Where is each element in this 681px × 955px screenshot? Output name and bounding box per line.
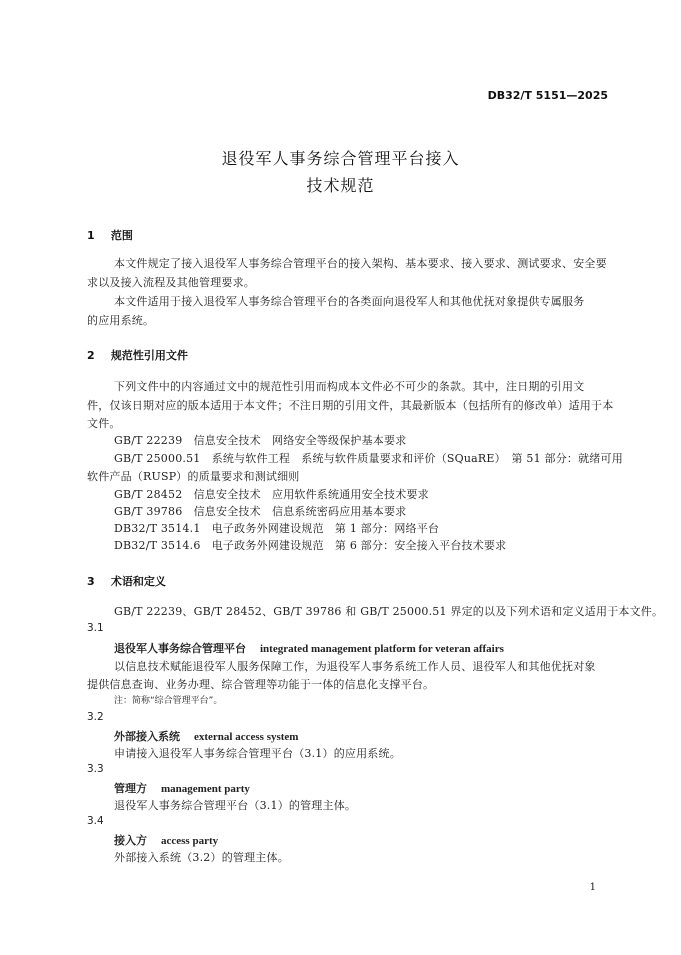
term-heading: [114, 728, 298, 744]
reference-entry: DB32/T 3514.6 电子政务外网建设规范 第 6 部分：安全接入平台技术要求: [114, 539, 507, 552]
paragraph-line: 求以及接入流程及其他管理要求。: [87, 276, 255, 289]
reference-entry-continued: 软件产品（RUSP）的质量要求和测试细则: [87, 470, 300, 483]
term-en: integrated management platform for veteran affairs: [260, 643, 504, 655]
term-zh: 管理方: [114, 782, 147, 795]
document-title-line1: 退役军人事务综合管理平台接入: [221, 149, 460, 168]
paragraph-line: 本文件规定了接入退役军人事务综合管理平台的接入架构、基本要求、接入要求、测试要求、安全要: [114, 257, 607, 270]
clause-number: 3.4: [87, 815, 104, 827]
paragraph-line: 的应用系统。: [87, 314, 155, 327]
term-zh: 接入方: [114, 834, 147, 847]
term-heading: [114, 832, 218, 848]
page-number: 1: [589, 882, 596, 893]
section-number: 1: [87, 229, 95, 242]
clause-number: 3.3: [87, 763, 104, 775]
term-zh: 退役军人事务综合管理平台: [114, 642, 246, 655]
section-number: 2: [87, 349, 95, 362]
section-1-heading: [87, 227, 133, 243]
term-en: external access system: [194, 731, 299, 743]
section-title: 范围: [110, 229, 133, 242]
term-note: 注：简称“综合管理平台”。: [114, 696, 223, 706]
reference-entry: GB/T 39786 信息安全技术 信息系统密码应用基本要求: [114, 505, 407, 518]
paragraph-line: 文件。: [87, 417, 121, 430]
term-heading: [114, 640, 504, 656]
paragraph-line: 下列文件中的内容通过文中的规范性引用而构成本文件必不可少的条款。其中，注日期的引用文: [114, 380, 585, 393]
term-zh: 外部接入系统: [114, 730, 180, 743]
section-title: 术语和定义: [110, 575, 166, 588]
section-2-heading: [87, 347, 188, 363]
definition-line: 以信息技术赋能退役军人服务保障工作，为退役军人事务系统工作人员、退役军人和其他优抚对象: [114, 660, 596, 673]
section-number: 3: [87, 575, 95, 588]
paragraph-line: 件，仅该日期对应的版本适用于本文件；不注日期的引用文件，其最新版本（包括所有的修改单）适用于本: [87, 399, 614, 412]
document-title-line2: 技术规范: [306, 176, 375, 195]
definition-line: 退役军人事务综合管理平台（3.1）的管理主体。: [114, 799, 357, 812]
reference-entry: GB/T 28452 信息安全技术 应用软件系统通用安全技术要求: [114, 488, 429, 501]
reference-entry: GB/T 25000.51 系统与软件工程 系统与软件质量要求和评价（SQuaRE） 第 51 部分：就绪可用: [114, 452, 623, 465]
definition-line: 外部接入系统（3.2）的管理主体。: [114, 851, 289, 864]
paragraph-line: GB/T 22239、GB/T 28452、GB/T 39786 和 GB/T 25000.51 界定的以及下列术语和定义适用于本文件。: [114, 605, 664, 618]
clause-number: 3.2: [87, 711, 104, 723]
definition-line: 提供信息查询、业务办理、综合管理等功能于一体的信息化支撑平台。: [87, 678, 435, 691]
definition-line: 申请接入退役军人事务综合管理平台（3.1）的应用系统。: [114, 747, 401, 760]
standard-number: DB32/T 5151—2025: [487, 89, 608, 102]
reference-entry: DB32/T 3514.1 电子政务外网建设规范 第 1 部分：网络平台: [114, 522, 440, 535]
term-heading: [114, 780, 250, 796]
paragraph-line: 本文件适用于接入退役军人事务综合管理平台的各类面向退役军人和其他优抚对象提供专属服务: [114, 295, 585, 308]
clause-number: 3.1: [87, 622, 104, 634]
section-title: 规范性引用文件: [110, 349, 188, 362]
reference-entry: GB/T 22239 信息安全技术 网络安全等级保护基本要求: [114, 434, 407, 447]
section-3-heading: [87, 573, 166, 589]
term-en: management party: [161, 783, 250, 795]
term-en: access party: [161, 835, 219, 847]
